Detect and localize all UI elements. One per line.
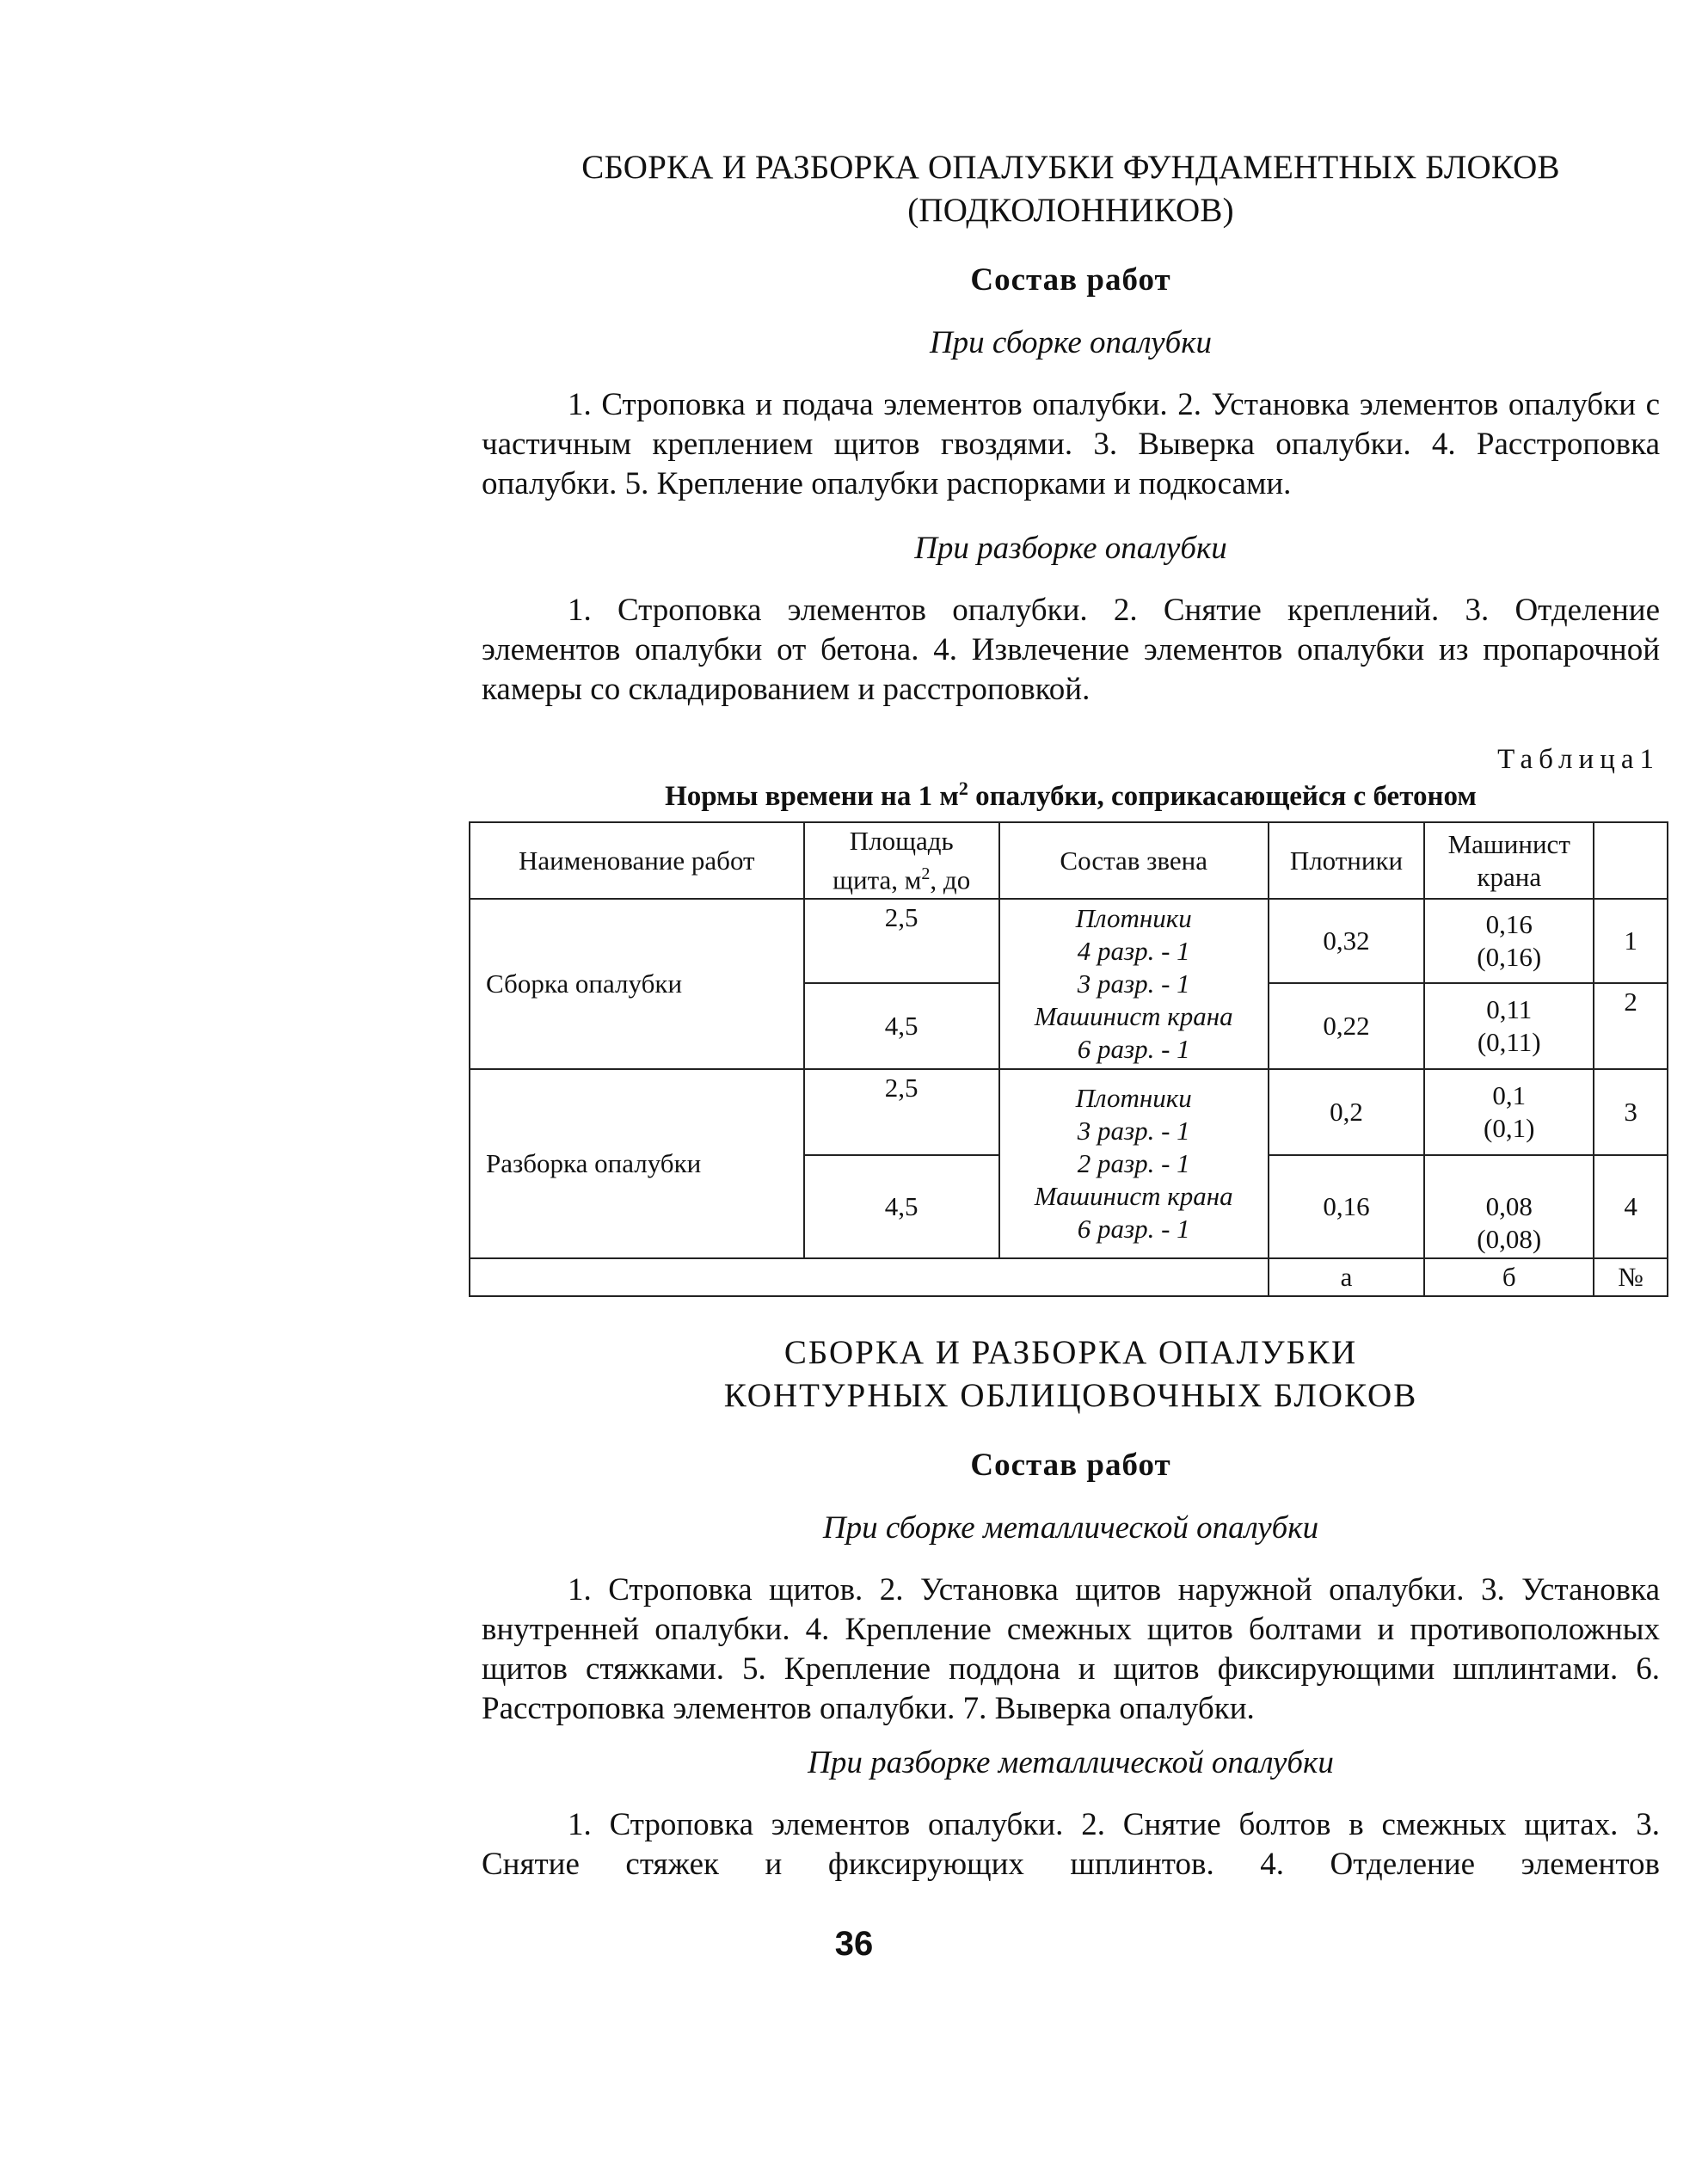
carpenters-cell: 0,32: [1269, 899, 1425, 983]
section2-title: [482, 1331, 1660, 1417]
header-area-line1: Площадь: [849, 826, 954, 856]
table-row: [470, 899, 1668, 983]
header-crane: [1424, 822, 1594, 899]
crew-line: 6 разр. - 1: [1077, 1034, 1190, 1065]
page-content: [482, 146, 1660, 1884]
row-number-cell: 3: [1594, 1069, 1668, 1155]
carpenters-cell: 0,22: [1269, 983, 1425, 1069]
area-cell: 4,5: [804, 1155, 999, 1258]
section2-disassembly-heading: При разборке металлической опалубки: [808, 1745, 1334, 1781]
crane-value: 0,1: [1492, 1080, 1527, 1111]
crew-line: Машинист крана: [1034, 1001, 1233, 1032]
section1-composition-heading: Состав работ: [970, 262, 1171, 298]
document-page: [482, 146, 1668, 1884]
header-area-unit: щита, м: [832, 864, 922, 895]
section2-title-line1: СБОРКА И РАЗБОРКА ОПАЛУБКИ: [783, 1334, 1358, 1372]
table-footer-row: [470, 1258, 1668, 1296]
section1-title-line1: СБОРКА И РАЗБОРКА ОПАЛУБКИ ФУНДАМЕНТНЫХ БЛОКОВ: [581, 149, 1560, 186]
table-number-label: Таблица1: [1497, 744, 1660, 775]
crane-cell: [1424, 1155, 1594, 1258]
footer-col-num: №: [1594, 1258, 1668, 1296]
section1-disassembly-text: 1. Строповка элементов опалубки. 2. Снятие креплений. 3. Отделение элементов опалубки от бетона. 4. Извлечение элементов опалубки из пропарочной камеры со складированием и расстроповкой.: [482, 593, 1660, 707]
footer-col-b: б: [1424, 1258, 1594, 1296]
crane-value: 0,16: [1485, 909, 1533, 940]
crane-value-paren: (0,16): [1477, 942, 1542, 973]
crew-line: Плотники: [1075, 903, 1192, 934]
crew-line: 3 разр. - 1: [1077, 1116, 1190, 1147]
section2-disassembly-text: 1. Строповка элементов опалубки. 2. Снятие болтов в смежных щитах. 3. Снятие стяжек и фиксирующих шплинтов. 4. Отделение элементов: [482, 1807, 1660, 1883]
section1-title-line2: (ПОДКОЛОННИКОВ): [907, 192, 1234, 229]
crew-cell: [999, 1069, 1269, 1258]
footer-col-a: а: [1269, 1258, 1425, 1296]
header-area-suffix: , до: [930, 864, 971, 895]
crane-cell: [1424, 899, 1594, 983]
norms-table: [469, 821, 1668, 1297]
header-carpenters: Плотники: [1269, 822, 1425, 899]
carpenters-cell: 0,16: [1269, 1155, 1425, 1258]
header-crane-line1: Машинист: [1447, 828, 1570, 859]
area-cell: 2,5: [804, 1069, 999, 1155]
table-caption-end: опалубки, соприкасающейся с бетоном: [968, 781, 1477, 812]
row-number-cell: 2: [1594, 983, 1668, 1069]
header-area-line2: [812, 858, 992, 896]
crew-line: 3 разр. - 1: [1077, 968, 1190, 999]
crew-line: 6 разр. - 1: [1077, 1214, 1190, 1245]
crane-value-paren: (0,1): [1484, 1113, 1535, 1144]
header-num: [1594, 822, 1668, 899]
crew-line: Плотники: [1075, 1083, 1192, 1114]
crew-cell: [999, 899, 1269, 1069]
crane-value-paren: (0,08): [1477, 1224, 1542, 1255]
section1-assembly-text: 1. Строповка и подача элементов опалубки. 2. Установка элементов опалубки с частичным креплением щитов гвоздями. 3. Выверка опалубки. 4. Расстроповка опалубки. 5. Крепление опалубки распорками и подкосами.: [482, 387, 1660, 501]
header-area-sup: 2: [921, 864, 931, 883]
header-work-name: Наименование работ: [470, 822, 804, 899]
table-row: [470, 1069, 1668, 1155]
crane-cell: [1424, 983, 1594, 1069]
table-caption-start: Нормы времени на 1 м: [665, 781, 959, 812]
header-crew: Состав звена: [999, 822, 1269, 899]
area-cell: 4,5: [804, 983, 999, 1069]
crew-line: Машинист крана: [1034, 1181, 1233, 1212]
work-name-cell: Разборка опалубки: [470, 1069, 804, 1258]
page-number: 36: [834, 1925, 874, 1963]
crane-value: 0,11: [1486, 994, 1533, 1025]
crew-line: 4 разр. - 1: [1077, 936, 1190, 967]
section2-title-line2: КОНТУРНЫХ ОБЛИЦОВОЧНЫХ БЛОКОВ: [723, 1377, 1418, 1415]
footer-empty-cell: [470, 1258, 1269, 1296]
row-number-cell: 1: [1594, 899, 1668, 983]
carpenters-cell: 0,2: [1269, 1069, 1425, 1155]
crane-value: 0,08: [1485, 1191, 1533, 1222]
row-number-cell: 4: [1594, 1155, 1668, 1258]
section2-assembly-text: 1. Строповка щитов. 2. Установка щитов наружной опалубки. 3. Установка внутренней опалубки. 4. Крепление смежных щитов болтами и противоположных щитов стяжками. 5. Крепление поддона и щитов фиксирующими шплинтами. 6. Расстроповка элементов опалубки. 7. Выверка опалубки.: [482, 1572, 1660, 1727]
table-caption: [482, 778, 1660, 813]
section1-assembly-heading: При сборке опалубки: [929, 325, 1213, 360]
table-header-row: [470, 822, 1668, 899]
section2-assembly-heading: При сборке металлической опалубки: [822, 1510, 1319, 1546]
crew-line: 2 разр. - 1: [1077, 1148, 1190, 1179]
header-area: [804, 822, 999, 899]
area-cell: 2,5: [804, 899, 999, 983]
crane-value-paren: (0,11): [1477, 1027, 1541, 1058]
table-caption-sup: 2: [958, 778, 968, 799]
section1-title: [482, 146, 1660, 232]
header-crane-line2: крана: [1477, 861, 1542, 892]
work-name-cell: Сборка опалубки: [470, 899, 804, 1069]
section2-composition-heading: Состав работ: [970, 1448, 1171, 1484]
section1-disassembly-heading: При разборке опалубки: [914, 531, 1227, 566]
crane-cell: [1424, 1069, 1594, 1155]
